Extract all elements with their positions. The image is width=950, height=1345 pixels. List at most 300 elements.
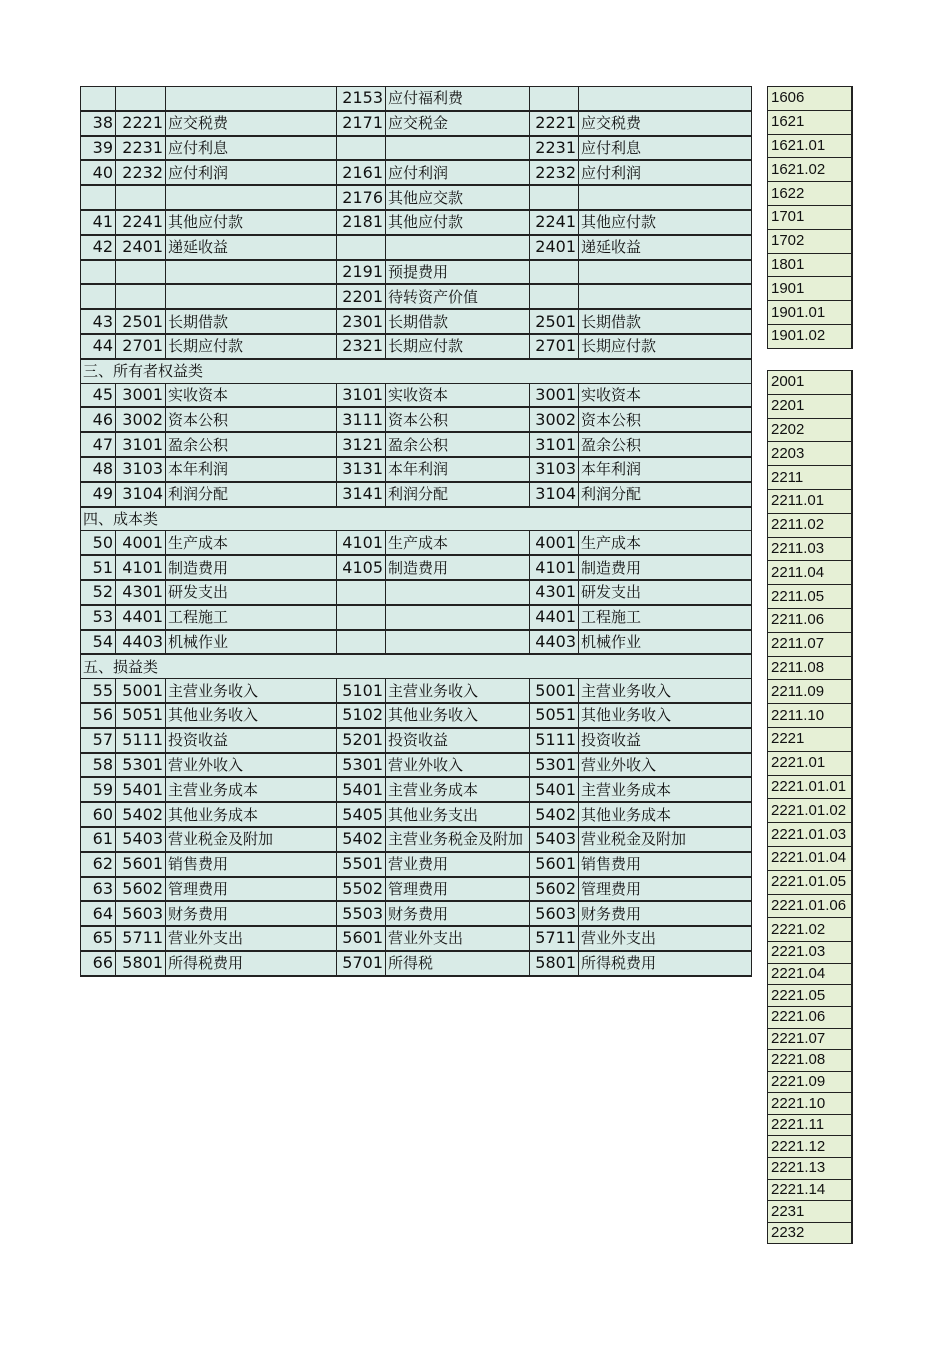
new-code-cell: 4301 [530,580,579,605]
old-code-cell [337,580,386,605]
code-list-row [768,489,853,513]
new-code-cell [530,260,579,285]
standard-code-cell: 5001 [116,679,166,703]
new-name-cell [579,260,752,285]
row-number-cell: 50 [81,531,116,555]
standard-code-cell: 4401 [116,605,166,630]
code-list-row [768,1114,853,1136]
account-code-cell: 2232 [768,1222,853,1244]
table-row [81,111,752,136]
code-list-row [768,110,853,134]
old-name-cell: 资本公积 [386,407,530,432]
table-row [81,728,752,753]
old-name-cell: 应交税金 [386,111,530,136]
new-name-cell: 其他应付款 [579,210,752,235]
standard-name-cell: 销售费用 [166,852,337,877]
old-code-cell [337,235,386,260]
section-title: 四、成本类 [81,507,752,531]
standard-name-cell: 研发支出 [166,580,337,605]
old-name-cell [386,136,530,161]
account-code-cell: 2221.01 [768,751,853,775]
standard-name-cell: 所得税费用 [166,951,337,976]
old-code-cell: 5402 [337,827,386,852]
code-list-row [768,1071,853,1093]
code-list-row [768,1050,853,1072]
standard-code-cell: 5301 [116,753,166,778]
standard-name-cell [166,284,337,309]
account-code-cell: 2201 [768,394,853,418]
account-code-cell: 1621 [768,110,853,134]
old-name-cell [386,235,530,260]
old-name-cell: 主营业务收入 [386,679,530,703]
standard-name-cell: 生产成本 [166,531,337,555]
code-list-row [768,466,853,490]
new-code-cell [530,185,579,210]
account-code-cell: 1621.01 [768,134,853,158]
standard-code-cell: 2231 [116,136,166,161]
table-row [81,160,752,185]
new-code-cell: 2231 [530,136,579,161]
account-code-cell: 2211.09 [768,680,853,704]
table-row [81,210,752,235]
code-list-row [768,324,853,348]
code-list-row [768,985,853,1007]
new-code-cell: 5801 [530,951,579,976]
standard-name-cell: 其他应付款 [166,210,337,235]
old-code-cell: 5101 [337,679,386,703]
account-code-cell: 2202 [768,418,853,442]
account-code-cell: 2211.04 [768,561,853,585]
account-code-cell: 2221.01.02 [768,799,853,823]
old-code-cell: 2321 [337,334,386,359]
standard-code-cell: 5111 [116,728,166,753]
account-code-cell: 2221.08 [768,1050,853,1072]
account-code-cell: 2221.09 [768,1071,853,1093]
code-list-row [768,1158,853,1180]
old-name-cell: 实收资本 [386,383,530,407]
new-code-cell [530,87,579,111]
account-code-cell: 1901 [768,277,853,301]
code-list-row [768,537,853,561]
old-code-cell: 3111 [337,407,386,432]
old-name-cell: 应付福利费 [386,87,530,111]
row-number-cell: 49 [81,482,116,507]
table-row [81,703,752,728]
code-list-row [768,1222,853,1244]
table-row [81,753,752,778]
code-list-row [768,918,853,942]
standard-name-cell: 递延收益 [166,235,337,260]
old-code-cell: 5301 [337,753,386,778]
standard-code-cell: 3001 [116,383,166,407]
standard-code-cell: 3101 [116,432,166,457]
standard-name-cell: 资本公积 [166,407,337,432]
row-number-cell: 46 [81,407,116,432]
table-row [81,407,752,432]
section-header-row [81,359,752,383]
standard-name-cell: 长期应付款 [166,334,337,359]
new-name-cell: 应交税费 [579,111,752,136]
code-list-row [768,205,853,229]
code-list-row [768,513,853,537]
old-name-cell: 其他业务收入 [386,703,530,728]
old-code-cell: 3141 [337,482,386,507]
standard-name-cell: 营业税金及附加 [166,827,337,852]
old-name-cell: 其他应付款 [386,210,530,235]
old-code-cell [337,136,386,161]
standard-code-cell [116,87,166,111]
new-code-cell: 2501 [530,309,579,334]
account-code-cell: 2221.11 [768,1114,853,1136]
code-list-row [768,301,853,325]
standard-code-cell: 4301 [116,580,166,605]
account-mapping-table [80,86,752,977]
new-code-cell: 5711 [530,926,579,951]
row-number-cell: 48 [81,457,116,482]
new-code-cell: 5403 [530,827,579,852]
old-code-cell: 2301 [337,309,386,334]
table-row [81,482,752,507]
old-code-cell: 5201 [337,728,386,753]
code-list-row [768,87,853,111]
old-name-cell: 主营业务成本 [386,777,530,802]
row-number-cell: 45 [81,383,116,407]
old-code-cell: 4101 [337,531,386,555]
new-code-cell: 2401 [530,235,579,260]
standard-code-cell: 2401 [116,235,166,260]
new-name-cell: 营业税金及附加 [579,827,752,852]
account-code-cell: 2221 [768,727,853,751]
section-header-row [81,654,752,678]
old-code-cell: 2181 [337,210,386,235]
table-row [81,185,752,210]
old-code-cell [337,630,386,655]
standard-name-cell: 机械作业 [166,630,337,655]
new-code-cell: 5601 [530,852,579,877]
new-name-cell: 生产成本 [579,531,752,555]
account-code-cell: 2211.07 [768,632,853,656]
table-row [81,901,752,926]
code-list-row [768,656,853,680]
new-code-cell: 5602 [530,877,579,902]
standard-code-cell [116,185,166,210]
new-code-cell: 5001 [530,679,579,703]
old-name-cell: 待转资产价值 [386,284,530,309]
account-code-cell: 2221.10 [768,1093,853,1115]
standard-name-cell: 主营业务成本 [166,777,337,802]
new-name-cell [579,185,752,210]
new-code-cell: 2241 [530,210,579,235]
old-name-cell: 应付利润 [386,160,530,185]
code-list-row [768,561,853,585]
old-code-cell: 3131 [337,457,386,482]
standard-name-cell: 其他业务收入 [166,703,337,728]
standard-code-cell: 5711 [116,926,166,951]
code-list-row [768,942,853,964]
table-row [81,630,752,655]
code-list-row [768,1093,853,1115]
old-name-cell [386,605,530,630]
standard-name-cell: 工程施工 [166,605,337,630]
old-name-cell: 营业费用 [386,852,530,877]
table-row [81,605,752,630]
code-list-row [768,158,853,182]
code-list-row [768,134,853,158]
new-name-cell: 制造费用 [579,555,752,580]
code-list-row [768,799,853,823]
standard-code-cell: 2501 [116,309,166,334]
code-list-row [768,229,853,253]
new-name-cell: 主营业务成本 [579,777,752,802]
new-name-cell: 所得税费用 [579,951,752,976]
standard-name-cell: 本年利润 [166,457,337,482]
new-code-cell: 3001 [530,383,579,407]
new-code-cell: 2221 [530,111,579,136]
standard-code-cell: 2232 [116,160,166,185]
new-code-cell: 4401 [530,605,579,630]
row-number-cell: 43 [81,309,116,334]
old-name-cell: 其他应交款 [386,185,530,210]
standard-code-cell: 2701 [116,334,166,359]
standard-code-cell: 3104 [116,482,166,507]
account-code-cell: 2211.03 [768,537,853,561]
account-code-cell: 2221.01.06 [768,894,853,918]
old-name-cell: 生产成本 [386,531,530,555]
account-code-cell: 2221.01.04 [768,846,853,870]
new-code-cell: 5402 [530,802,579,827]
new-name-cell: 销售费用 [579,852,752,877]
standard-name-cell: 营业外支出 [166,926,337,951]
account-code-cell: 2221.03 [768,942,853,964]
table-row [81,432,752,457]
row-number-cell: 41 [81,210,116,235]
old-code-cell: 3101 [337,383,386,407]
table-row [81,951,752,976]
account-code-cell: 2211.06 [768,608,853,632]
new-code-cell: 2232 [530,160,579,185]
account-code-cell: 2221.01.01 [768,775,853,799]
account-code-cell: 2211.01 [768,489,853,513]
account-code-cell: 2221.12 [768,1136,853,1158]
old-code-cell: 5102 [337,703,386,728]
standard-name-cell: 应付利息 [166,136,337,161]
standard-name-cell: 其他业务成本 [166,802,337,827]
account-code-cell: 1701 [768,205,853,229]
standard-code-cell: 3002 [116,407,166,432]
new-name-cell: 主营业务收入 [579,679,752,703]
new-name-cell: 管理费用 [579,877,752,902]
new-name-cell: 利润分配 [579,482,752,507]
table-row [81,284,752,309]
standard-name-cell: 实收资本 [166,383,337,407]
table-row [81,679,752,703]
standard-name-cell [166,185,337,210]
table-row [81,777,752,802]
row-number-cell: 62 [81,852,116,877]
new-name-cell: 其他业务成本 [579,802,752,827]
old-name-cell: 利润分配 [386,482,530,507]
new-code-cell: 2701 [530,334,579,359]
account-code-cell: 2203 [768,442,853,466]
old-code-cell: 2176 [337,185,386,210]
account-code-cell: 2211.08 [768,656,853,680]
old-code-cell: 5601 [337,926,386,951]
new-name-cell: 投资收益 [579,728,752,753]
row-number-cell: 63 [81,877,116,902]
old-name-cell: 盈余公积 [386,432,530,457]
account-code-cell: 1801 [768,253,853,277]
standard-name-cell: 财务费用 [166,901,337,926]
new-code-cell: 3103 [530,457,579,482]
row-number-cell: 58 [81,753,116,778]
new-name-cell: 递延收益 [579,235,752,260]
table-row [81,852,752,877]
row-number-cell: 64 [81,901,116,926]
account-code-cell: 1621.02 [768,158,853,182]
code-list-row [768,608,853,632]
new-name-cell: 资本公积 [579,407,752,432]
new-name-cell: 机械作业 [579,630,752,655]
account-code-cell: 1606 [768,87,853,111]
standard-code-cell: 2221 [116,111,166,136]
table-row [81,383,752,407]
old-name-cell: 财务费用 [386,901,530,926]
code-list-row [768,585,853,609]
standard-name-cell [166,87,337,111]
standard-code-cell: 4101 [116,555,166,580]
old-code-cell: 3121 [337,432,386,457]
old-code-cell: 5701 [337,951,386,976]
code-list-row [768,394,853,418]
standard-code-cell: 5402 [116,802,166,827]
row-number-cell [81,260,116,285]
table-row [81,457,752,482]
account-code-cell: 2231 [768,1201,853,1223]
old-name-cell: 长期借款 [386,309,530,334]
account-code-cell: 2221.04 [768,963,853,985]
standard-code-cell: 5051 [116,703,166,728]
new-name-cell: 盈余公积 [579,432,752,457]
new-name-cell: 本年利润 [579,457,752,482]
account-code-cell: 2221.01.03 [768,823,853,847]
account-code-list-upper [767,86,853,349]
table-row [81,877,752,902]
code-list-row [768,632,853,656]
old-name-cell: 所得税 [386,951,530,976]
old-name-cell: 其他业务支出 [386,802,530,827]
new-name-cell [579,284,752,309]
new-name-cell: 研发支出 [579,580,752,605]
new-name-cell [579,87,752,111]
old-name-cell: 投资收益 [386,728,530,753]
standard-code-cell: 4001 [116,531,166,555]
account-code-cell: 2221.01.05 [768,870,853,894]
standard-name-cell: 主营业务收入 [166,679,337,703]
new-code-cell [530,284,579,309]
new-name-cell: 营业外支出 [579,926,752,951]
standard-code-cell: 5603 [116,901,166,926]
new-name-cell: 应付利润 [579,160,752,185]
standard-name-cell: 管理费用 [166,877,337,902]
old-code-cell: 2201 [337,284,386,309]
account-code-cell: 2001 [768,371,853,395]
code-list-row [768,371,853,395]
account-code-cell: 2221.14 [768,1179,853,1201]
row-number-cell: 38 [81,111,116,136]
code-list-row [768,442,853,466]
standard-name-cell: 利润分配 [166,482,337,507]
standard-code-cell: 5401 [116,777,166,802]
code-list-row [768,1028,853,1050]
code-list-row [768,846,853,870]
old-name-cell: 预提费用 [386,260,530,285]
account-code-cell: 2211.02 [768,513,853,537]
new-name-cell: 工程施工 [579,605,752,630]
account-code-cell: 1901.02 [768,324,853,348]
code-list-row [768,1201,853,1223]
new-name-cell: 财务费用 [579,901,752,926]
table-row [81,260,752,285]
old-code-cell: 2161 [337,160,386,185]
new-name-cell: 其他业务收入 [579,703,752,728]
code-list-row [768,823,853,847]
row-number-cell: 57 [81,728,116,753]
section-title: 三、所有者权益类 [81,359,752,383]
new-name-cell: 长期应付款 [579,334,752,359]
standard-code-cell [116,260,166,285]
account-code-cell: 1702 [768,229,853,253]
standard-name-cell: 应交税费 [166,111,337,136]
row-number-cell: 54 [81,630,116,655]
new-code-cell: 4403 [530,630,579,655]
old-name-cell: 管理费用 [386,877,530,902]
table-row [81,136,752,161]
standard-name-cell: 长期借款 [166,309,337,334]
code-list-row [768,963,853,985]
old-name-cell: 主营业务税金及附加 [386,827,530,852]
standard-name-cell: 投资收益 [166,728,337,753]
table-row [81,531,752,555]
table-row [81,926,752,951]
row-number-cell: 59 [81,777,116,802]
row-number-cell: 60 [81,802,116,827]
new-name-cell: 长期借款 [579,309,752,334]
new-code-cell: 4001 [530,531,579,555]
old-name-cell: 营业外支出 [386,926,530,951]
old-code-cell: 5405 [337,802,386,827]
row-number-cell: 52 [81,580,116,605]
table-row [81,580,752,605]
new-code-cell: 3104 [530,482,579,507]
standard-code-cell: 4403 [116,630,166,655]
new-code-cell: 5111 [530,728,579,753]
standard-code-cell: 5601 [116,852,166,877]
standard-name-cell: 制造费用 [166,555,337,580]
table-row [81,555,752,580]
old-name-cell [386,580,530,605]
standard-name-cell: 盈余公积 [166,432,337,457]
old-code-cell: 2171 [337,111,386,136]
account-code-list-lower [767,370,853,1244]
code-list-row [768,894,853,918]
old-code-cell [337,605,386,630]
account-code-cell: 2221.07 [768,1028,853,1050]
section-title: 五、损益类 [81,654,752,678]
row-number-cell: 65 [81,926,116,951]
old-code-cell: 2191 [337,260,386,285]
row-number-cell: 53 [81,605,116,630]
code-list-row [768,870,853,894]
